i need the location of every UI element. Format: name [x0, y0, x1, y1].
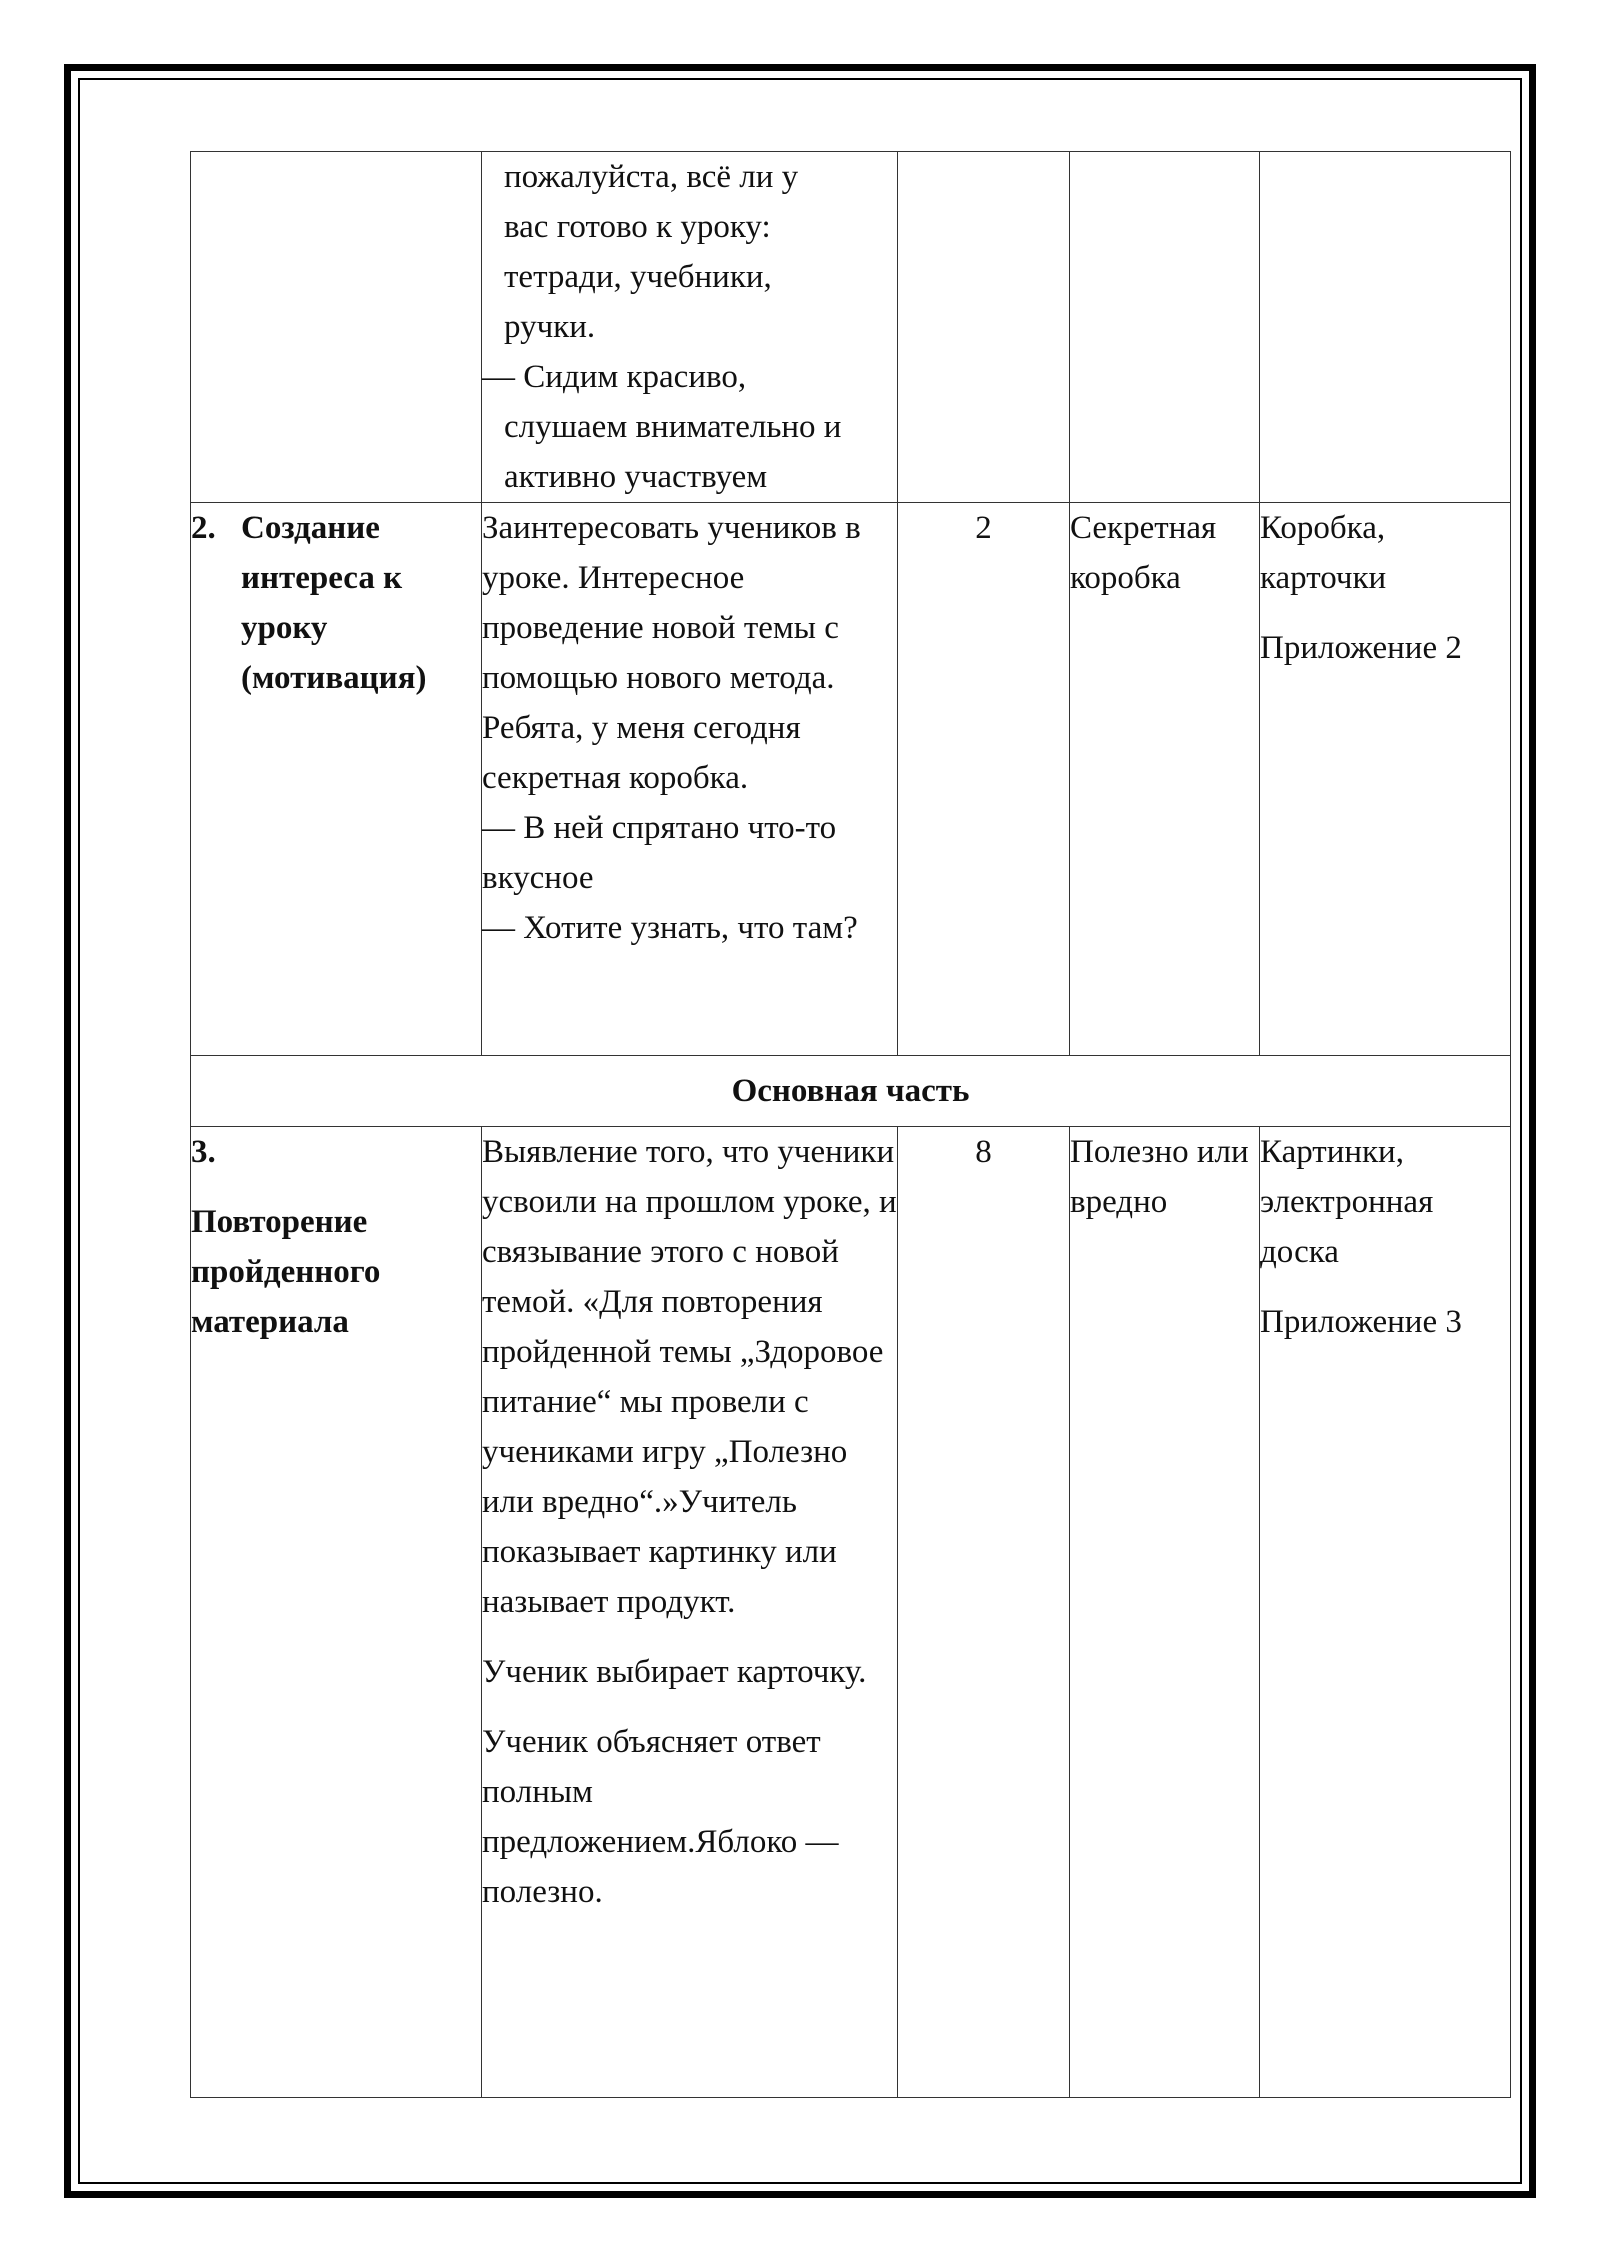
- stage-cell: [191, 152, 482, 503]
- content-line: — Хотите узнать, что там?: [482, 910, 858, 946]
- content-paragraph: Выявление того, что ученики усвоили на прошлом уроке, и связывание этого с новой темой. «Для повторения пройденной темы „Здоровое питание“ мы провели с учениками игру „Полезно или вредно“.»Учитель показывает картинку или называет продукт.: [482, 1134, 897, 1620]
- text-line: ручки.: [504, 309, 596, 345]
- resources-cell: [1260, 152, 1511, 503]
- time-cell: [898, 1127, 1070, 2098]
- text-line: тетради, учебники,: [504, 259, 772, 295]
- text-line: вас готово к уроку:: [504, 209, 771, 245]
- stage-cell: [191, 1127, 482, 2098]
- stage-title: Повторение пройденного материала: [191, 1204, 381, 1340]
- section-title: Основная часть: [191, 1056, 1511, 1127]
- content-paragraph: Ученик выбирает карточку.: [482, 1654, 867, 1690]
- section-header-row: [191, 1056, 1511, 1127]
- resources-cell: [1260, 503, 1511, 1056]
- time-value: 2: [975, 510, 992, 546]
- table-row: [191, 152, 1511, 503]
- content-text: Заинтересовать учеников в уроке. Интересное проведение новой темы с помощью нового метода. Ребята, у меня сегодня секретная коробка.: [482, 510, 861, 796]
- text-line: — Сидим красиво,: [482, 359, 747, 395]
- content-line: — В ней спрятано что-то вкусное: [482, 810, 837, 896]
- resources-cell: [1260, 1127, 1511, 2098]
- text-line: пожалуйста, всё ли у: [504, 159, 799, 195]
- method-cell: [1070, 152, 1260, 503]
- stage-title: Создание интереса к уроку (мотивация): [241, 510, 427, 696]
- appendix-text: Приложение 3: [1260, 1304, 1462, 1340]
- time-cell: [898, 152, 1070, 503]
- content-paragraph: Ученик объясняет ответ полным предложением.Яблоко — полезно.: [482, 1724, 839, 1910]
- resources-text: Картинки, электронная доска: [1260, 1134, 1434, 1270]
- lesson-plan-table: [190, 151, 1511, 2098]
- method-text: Полезно или вредно: [1070, 1134, 1249, 1220]
- text-line: слушаем внимательно и: [504, 409, 842, 445]
- method-text: Секретная коробка: [1070, 510, 1217, 596]
- content-cell: [482, 1127, 898, 2098]
- time-cell: [898, 503, 1070, 1056]
- method-cell: [1070, 1127, 1260, 2098]
- appendix-text: Приложение 2: [1260, 630, 1462, 666]
- method-cell: [1070, 503, 1260, 1056]
- table-row: [191, 1127, 1511, 2098]
- stage-number: 3.: [191, 1134, 216, 1170]
- resources-text: Коробка, карточки: [1260, 510, 1387, 596]
- stage-number: 2.: [191, 510, 216, 546]
- stage-cell: [191, 503, 482, 1056]
- time-value: 8: [975, 1134, 992, 1170]
- content-cell: [482, 503, 898, 1056]
- table-row: [191, 503, 1511, 1056]
- content-cell: [482, 152, 898, 503]
- text-line: активно участвуем: [504, 459, 768, 495]
